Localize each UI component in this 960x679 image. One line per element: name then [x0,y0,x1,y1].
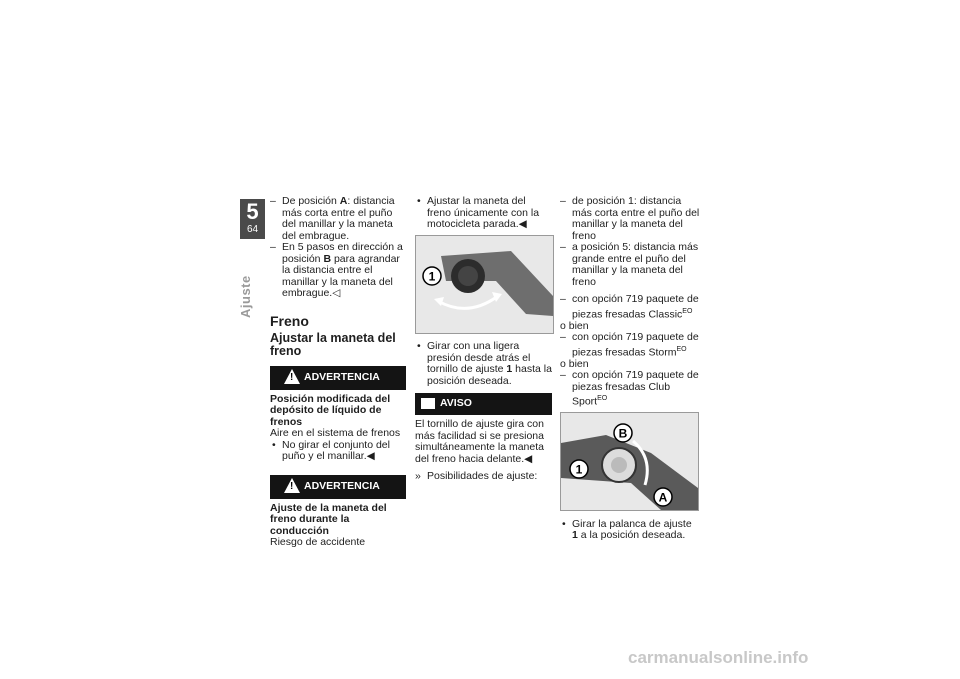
warning-text: Aire en el sistema de frenos [270,427,401,439]
warning-title: Ajuste de la maneta del freno durante la conducción [270,501,387,537]
list-item: – De posición A: distancia más corta entre el puño del manillar y la maneta del embrague. [270,196,406,242]
list-item: • No girar el conjunto del puño y el manillar.◀ [270,440,406,463]
list-item: – de posición 1: distancia más corta entre el puño del manillar y la maneta del freno [560,196,700,242]
column-3 [560,196,700,542]
brake-lever-figure [415,235,554,334]
list-item: – a posición 5: distancia más grande entre el puño del manillar y la maneta del freno [560,242,700,288]
warning-banner: ! ADVERTENCIA [270,475,406,499]
brake-lever-figure [560,412,699,511]
figure-label-a: A [658,490,668,505]
list-item: – En 5 pasos en dirección a posición B para agrandar la distancia entre el manillar y la maneta del embrague.◁ [270,242,406,300]
watermark: carmanualsonline.info [628,648,809,667]
chapter-tab [240,199,265,239]
chapter-name: Ajuste [238,275,253,318]
list-item: • Girar con una ligera presión desde atrás el tornillo de ajuste 1 hasta la posición deseada. [415,341,552,387]
or-text: o bien [560,319,589,332]
warning-banner: ! ADVERTENCIA [270,366,406,390]
figure-label-1: 1 [575,462,583,477]
notice-icon [421,398,435,409]
list-item: • Ajustar la maneta del freno únicamente con la motocicleta parada.◀ [415,196,552,231]
section-title: Freno [270,312,309,329]
list-item: – con opción 719 paquete de piezas fresadas Club Sport$^{EO}$ [560,370,700,408]
chapter-number: 5 [246,199,259,224]
list-item: – con opción 719 paquete de piezas fresadas Storm$^{EO}$ [560,332,700,359]
list-item: » Posibilidades de ajuste: [415,471,552,483]
figure-label-b: B [618,426,628,441]
figure-label-1: 1 [428,269,436,283]
page-number: 64 [246,224,259,235]
warning-text: Riesgo de accidente [270,536,366,548]
warning-icon: ! [284,369,300,384]
subsection-title: Ajustar la maneta del freno [270,330,396,358]
or-text: o bien [560,357,589,370]
list-item: • Girar la palanca de ajuste 1 a la posición deseada. [560,519,700,542]
notice-text: El tornillo de ajuste gira con más facilidad si se presiona simultáneamente la maneta del freno hacia delante.◀ [415,418,544,465]
column-2 [415,196,552,483]
warning-title: Posición modificada del depósito de líquido de frenos [270,392,391,428]
warning-icon: ! [284,478,300,493]
list-item: – con opción 719 paquete de piezas fresadas Classic$^{EO}$ [560,294,700,321]
notice-banner: AVISO [415,393,552,415]
column-1 [270,196,406,549]
